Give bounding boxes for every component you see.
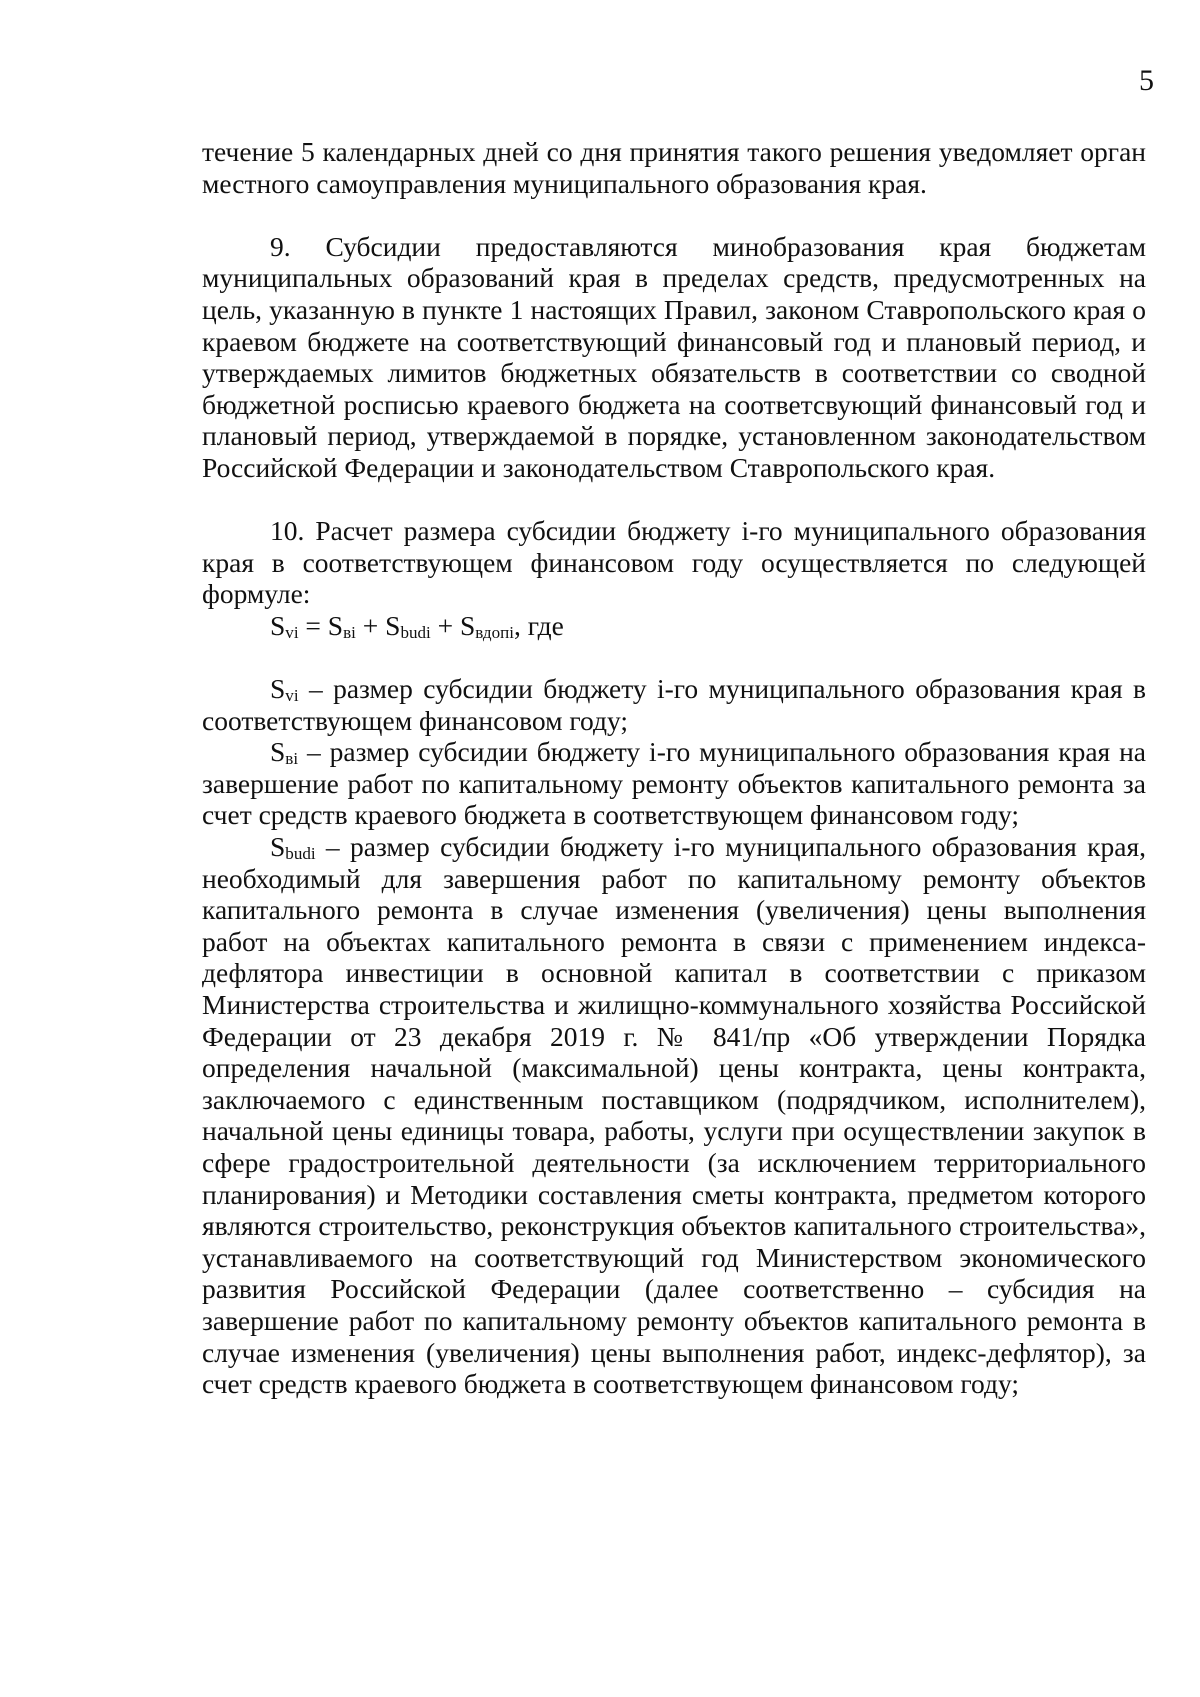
formula-term3-subscript: вдопi <box>475 622 514 642</box>
formula-lhs-subscript: vi <box>285 622 299 642</box>
formula-plus-1: + S <box>355 609 401 641</box>
formula-tail: , где <box>513 609 564 641</box>
formula-equals: = S <box>298 609 344 641</box>
definition-sbudi-subscript: budi <box>285 844 316 864</box>
definition-svi-2-symbol: S <box>270 736 286 768</box>
definition-svi-2 <box>202 736 1146 831</box>
page-number: 5 <box>1139 64 1154 97</box>
formula-plus-2: + S <box>430 609 476 641</box>
definition-svi-subscript: vi <box>285 686 299 706</box>
document-body <box>202 136 1146 1400</box>
paragraph-continuation: течение 5 календарных дней со дня принятия такого решения уведомляет орган местного самоуправления муниципального образования края. <box>202 136 1146 199</box>
subsidy-formula <box>202 610 1146 642</box>
paragraph-10: 10. Расчет размера субсидии бюджету i-го муниципального образования края в соответствующем финансовом году осуществляется по следующей формуле: <box>202 515 1146 610</box>
definition-svi-text: – размер субсидии бюджету i-го муниципального образования края в соответствующем финансовом году; <box>202 673 1146 736</box>
definition-svi-symbol: S <box>270 673 286 705</box>
formula-term2-subscript: budi <box>400 622 431 642</box>
paragraph-9: 9. Субсидии предоставляются минобразования края бюджетам муниципальных образований края в пределах средств, предусмотренных на цель, указанную в пункте 1 настоящих Правил, законом Ставропольского края о краевом бюджете на соответствующий финансовый год и плановый период, и утверждаемых лимитов бюджетных обязательств в соответствии со сводной бюджетной росписью краевого бюджета на соответсвующий финансовый год и плановый период, утверждаемой в порядке, установленном законодательством Российской Федерации и законодательством Ставропольского края. <box>202 230 1146 483</box>
definition-svi-2-text: – размер субсидии бюджету i-го муниципального образования края на завершение работ по капитальному ремонту объектов капитального ремонта за счет средств краевого бюджета в соответствующем финансовом году; <box>202 736 1146 831</box>
definition-sbudi-text: – размер субсидии бюджету i-го муниципального образования края, необходимый для завершения работ по капитальному ремонту объектов капитального ремонта в случае изменения (увеличения) цены выполнения работ на объектах капитального ремонта в связи с применением индекса-дефлятора инвестиции в основной капитал в соответствии с приказом Министерства строительства и жилищно-коммунального хозяйства Российской Федерации от 23 декабря 2019 г. № 841/пр «Об утверждении Порядка определения начальной (максимальной) цены контракта, цены контракта, заключаемого с единственным поставщиком (подрядчиком, исполнителем), начальной цены единицы товара, работы, услуги при осуществлении закупок в сфере градостроительной деятельности (за исключением территориального планирования) и Методики составления сметы контракта, предметом которого являются строительство, реконструкция объектов капитального строительства», устанавливаемого на соответствующий год Министерством экономического развития Российской Федерации (далее соответственно – субсидия на завершение работ по капитальному ремонту объектов капитального ремонта в случае изменения (увеличения) цены выполнения работ, индекс-дефлятор), за счет средств краевого бюджета в соответствующем финансовом году; <box>202 831 1146 1400</box>
definition-svi <box>202 673 1146 736</box>
formula-term1-subscript: вi <box>343 622 356 642</box>
formula-lhs: S <box>270 609 286 641</box>
definition-sbudi-symbol: S <box>270 831 286 863</box>
definition-svi-2-subscript: вi <box>285 749 299 769</box>
definition-sbudi <box>202 831 1146 1400</box>
